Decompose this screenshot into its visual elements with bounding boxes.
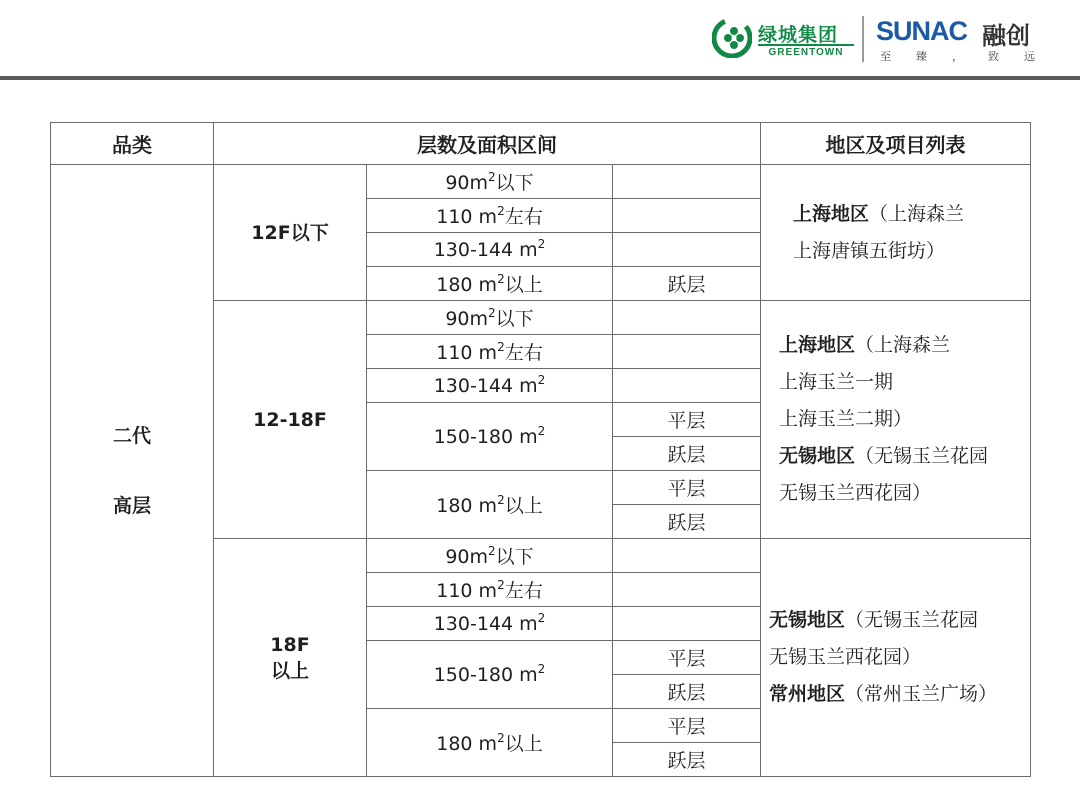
area-cell: $90m^2$以下 bbox=[367, 165, 613, 199]
sunac-name-cn: 融创 bbox=[982, 22, 1030, 50]
area-cell: 180 $m^2$以上 bbox=[367, 471, 613, 539]
unit-type-cell: 跃层 bbox=[613, 675, 761, 709]
region-line: 上海玉兰一期 bbox=[779, 371, 894, 393]
unit-type-cell bbox=[613, 335, 761, 369]
slogan-char: ， bbox=[952, 50, 964, 63]
unit-type-cell bbox=[613, 165, 761, 199]
area-cell: 130-144 $m^2$ bbox=[367, 369, 613, 403]
area-cell: 130-144 $m^2$ bbox=[367, 233, 613, 267]
floor-range-label: 12-18F bbox=[253, 408, 327, 431]
category-line: 二代 bbox=[112, 424, 151, 447]
unit-type-cell: 平层 bbox=[613, 403, 761, 437]
area-cell: 130-144 $m^2$ bbox=[367, 607, 613, 641]
category-cell bbox=[51, 165, 214, 777]
region-line: 上海地区（上海森兰 bbox=[793, 202, 965, 225]
header-floors-area: 层数及面积区间 bbox=[214, 123, 761, 165]
unit-type-cell: 跃层 bbox=[613, 437, 761, 471]
table-row bbox=[51, 165, 1031, 199]
area-cell: $90m^2$以下 bbox=[367, 539, 613, 573]
slogan-char: 至 bbox=[880, 50, 892, 63]
area-cell: 110 $m^2$左右 bbox=[367, 335, 613, 369]
area-cell: $90m^2$以下 bbox=[367, 301, 613, 335]
product-table bbox=[50, 122, 1031, 777]
unit-type-cell: 跃层 bbox=[613, 505, 761, 539]
area-cell: 180 $m^2$以上 bbox=[367, 267, 613, 301]
logo-divider bbox=[862, 16, 864, 62]
header-rule bbox=[0, 76, 1080, 80]
unit-type-cell bbox=[613, 199, 761, 233]
region-line: 上海玉兰二期） bbox=[779, 408, 913, 430]
area-cell: 150-180 $m^2$ bbox=[367, 641, 613, 709]
area-cell: 150-180 $m^2$ bbox=[367, 403, 613, 471]
slogan-char: 远 bbox=[1024, 50, 1036, 63]
region-line: 无锡玉兰西花园） bbox=[779, 482, 932, 504]
unit-type-cell: 平层 bbox=[613, 471, 761, 505]
unit-type-cell bbox=[613, 539, 761, 573]
table-header-row bbox=[51, 123, 1031, 165]
unit-type-cell bbox=[613, 301, 761, 335]
unit-type-cell bbox=[613, 573, 761, 607]
unit-type-cell: 平层 bbox=[613, 709, 761, 743]
unit-type-cell: 平层 bbox=[613, 641, 761, 675]
unit-type-cell: 跃层 bbox=[613, 743, 761, 777]
area-cell: 110 $m^2$左右 bbox=[367, 573, 613, 607]
region-line: 无锡玉兰西花园） bbox=[769, 646, 922, 668]
region-line: 上海地区（上海森兰 bbox=[779, 334, 951, 356]
floor-range-cell bbox=[214, 539, 367, 777]
unit-type-cell: 跃层 bbox=[613, 267, 761, 301]
floor-range-cell bbox=[214, 165, 367, 301]
greentown-name-en: GREENTOWN bbox=[758, 44, 854, 58]
area-cell: 110 $m^2$左右 bbox=[367, 199, 613, 233]
unit-type-cell bbox=[613, 369, 761, 403]
region-line: 无锡地区（无锡玉兰花园 bbox=[769, 609, 979, 631]
floor-range-label: 18F bbox=[270, 633, 310, 656]
floor-range-cell bbox=[214, 301, 367, 539]
greentown-leaf-icon bbox=[712, 18, 752, 58]
floor-range-label: 以上 bbox=[270, 659, 309, 682]
region-line: 上海唐镇五街坊） bbox=[793, 239, 946, 262]
slogan-char: 致 bbox=[988, 50, 1000, 63]
sunac-wordmark: SUNAC bbox=[876, 16, 968, 46]
header-regions: 地区及项目列表 bbox=[761, 123, 1031, 165]
header-category: 品类 bbox=[51, 123, 214, 165]
region-line: 常州地区（常州玉兰广场） bbox=[769, 683, 998, 705]
region-cell bbox=[761, 539, 1031, 777]
unit-type-cell bbox=[613, 607, 761, 641]
region-cell bbox=[761, 301, 1031, 539]
category-line: 高层 bbox=[112, 494, 151, 517]
slogan-char: 臻 bbox=[916, 50, 928, 63]
region-line: 无锡地区（无锡玉兰花园 bbox=[779, 445, 989, 467]
greentown-name-cn: 绿城集团 bbox=[758, 24, 839, 46]
unit-type-cell bbox=[613, 233, 761, 267]
floor-range-label: 12F以下 bbox=[251, 221, 329, 244]
area-cell: 180 $m^2$以上 bbox=[367, 709, 613, 777]
region-cell bbox=[761, 165, 1031, 301]
sunac-slogan bbox=[880, 48, 1036, 64]
